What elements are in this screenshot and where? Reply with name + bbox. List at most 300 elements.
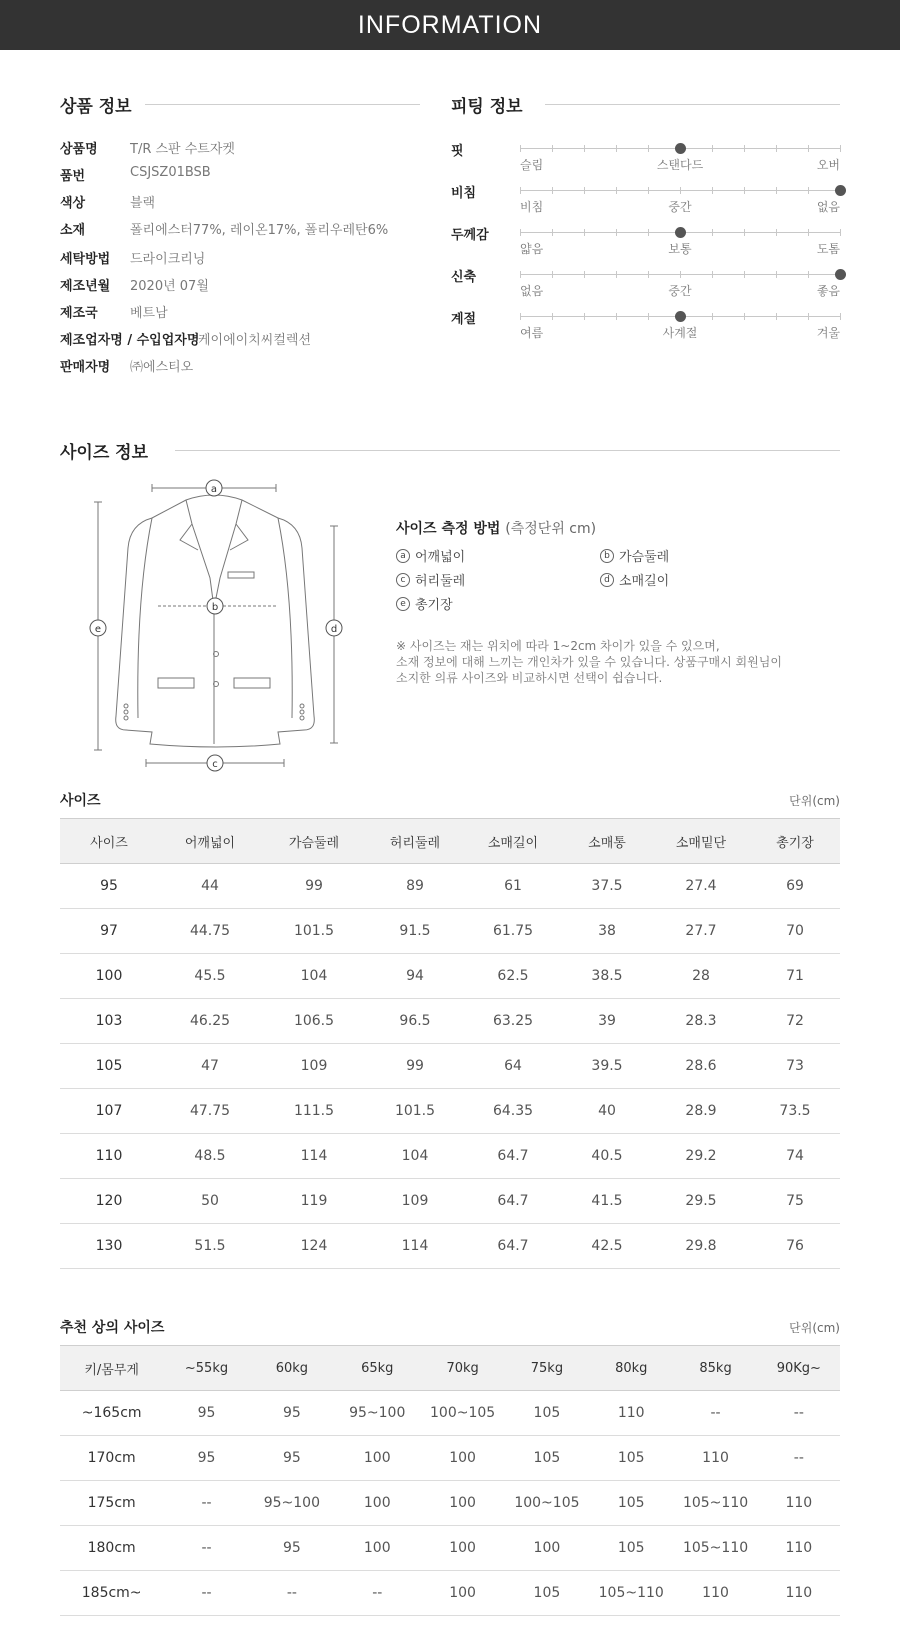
recommend-table-cell: 110 [673, 1436, 757, 1481]
fitting-scale-tick [520, 313, 521, 320]
fitting-label: 비침 [451, 186, 477, 201]
size-table-cell: 96.5 [366, 999, 464, 1044]
product-info-value: 케이에이치씨컬렉션 [198, 333, 312, 348]
size-table-cell: 119 [262, 1179, 366, 1224]
fitting-scale-tick [520, 229, 521, 236]
size-table-cell: 76 [750, 1224, 840, 1269]
legend-c-label: 허리둘레 [415, 574, 466, 589]
legend-item-c [396, 570, 465, 589]
size-table-cell: 109 [262, 1044, 366, 1089]
recommend-table-cell: 100 [420, 1481, 504, 1526]
fitting-option-right: 없음 [816, 200, 840, 214]
size-table-cell: 28.6 [652, 1044, 750, 1089]
fitting-scale-tick [776, 145, 777, 152]
size-table-cell: 38 [562, 909, 652, 954]
size-note-line: 소재 정보에 대해 느끼는 개인차가 있을 수 있습니다. 상품구매시 회원님이 [396, 655, 782, 669]
recommend-table-cell: 100 [420, 1526, 504, 1571]
fitting-scale-tick [552, 145, 553, 152]
legend-e-mark: e [396, 597, 410, 611]
product-info-value: 드라이크리닝 [130, 252, 206, 267]
size-table-cell: 109 [366, 1179, 464, 1224]
size-table-cell: 64.7 [464, 1134, 562, 1179]
fitting-option-left: 여름 [520, 326, 544, 340]
fitting-option-left: 없음 [520, 284, 544, 298]
size-table-cell: 37.5 [562, 864, 652, 909]
legend-e-label: 총기장 [415, 598, 453, 613]
fitting-scale-tick [648, 313, 649, 320]
recommend-table-row [60, 1481, 840, 1526]
recommend-table-cell: 95 [163, 1436, 249, 1481]
size-table-cell: 99 [366, 1044, 464, 1089]
legend-a-mark: a [396, 549, 410, 563]
marker-c-label: c [212, 759, 218, 770]
fitting-scale-tick [840, 229, 841, 236]
recommend-table-cell: -- [758, 1436, 840, 1481]
recommend-table-cell: 100 [420, 1436, 504, 1481]
recommend-table-row [60, 1436, 840, 1481]
size-table-row [60, 1179, 840, 1224]
product-info-value: 폴리에스터77%, 레이온17%, 폴리우레탄6% [130, 223, 389, 238]
legend-d-label: 소매길이 [619, 574, 670, 589]
product-info-row [60, 329, 311, 348]
recommend-table-cell: -- [250, 1571, 334, 1616]
size-table-row [60, 864, 840, 909]
fitting-scale-tick [712, 145, 713, 152]
size-table-cell: 41.5 [562, 1179, 652, 1224]
recommend-table-cell: -- [334, 1571, 420, 1616]
size-table-cell: 104 [366, 1134, 464, 1179]
recommend-table-cell: 185cm~ [60, 1571, 163, 1616]
size-table-header-cell: 허리둘레 [366, 819, 464, 864]
legend-item-a [396, 546, 465, 565]
fitting-scale-tick [584, 271, 585, 278]
product-info-value: T/R 스판 수트자켓 [130, 142, 235, 157]
recommend-table-cell: 95 [163, 1391, 249, 1436]
product-info-row [60, 165, 211, 184]
size-table-cell: 72 [750, 999, 840, 1044]
recommend-table-title: 추천 상의 사이즈 [60, 1320, 165, 1336]
legend-item-d [600, 570, 669, 589]
recommend-table-header-cell: 80kg [589, 1346, 673, 1391]
fitting-scale-track [520, 316, 840, 317]
recommend-table-header-cell: 90Kg~ [758, 1346, 840, 1391]
recommend-table-row [60, 1526, 840, 1571]
recommend-table-cell: -- [673, 1391, 757, 1436]
size-table-cell: 28.3 [652, 999, 750, 1044]
recommend-table-row [60, 1391, 840, 1436]
size-table-cell: 103 [60, 999, 158, 1044]
product-info-label: 제조업자명 / 수입업자명 [60, 333, 200, 348]
fitting-option-left: 비침 [520, 200, 544, 214]
product-info-label: 품번 [60, 169, 86, 184]
product-info-label: 상품명 [60, 142, 98, 157]
recommend-table-header-cell: 키/몸무게 [60, 1346, 163, 1391]
size-table-cell: 29.5 [652, 1179, 750, 1224]
size-table [60, 818, 840, 1269]
jacket-outline-image [88, 478, 350, 778]
size-table-cell: 101.5 [262, 909, 366, 954]
size-table-row [60, 909, 840, 954]
fitting-option-right: 오버 [816, 158, 840, 172]
recommend-table-cell: 110 [758, 1481, 840, 1526]
legend-b-mark: b [600, 549, 614, 563]
fitting-scale-tick [648, 271, 649, 278]
fitting-info-divider [545, 104, 840, 105]
fitting-info-title: 피팅 정보 [451, 97, 523, 117]
size-table-cell: 110 [60, 1134, 158, 1179]
size-table-cell: 94 [366, 954, 464, 999]
fitting-scale-tick [584, 145, 585, 152]
fitting-scale-tick [520, 187, 521, 194]
size-table-header-cell: 총기장 [750, 819, 840, 864]
recommend-table-unit: 단위(cm) [789, 1321, 840, 1335]
fitting-level-dot [675, 143, 686, 154]
fitting-scale-tick [584, 187, 585, 194]
product-info-divider [145, 104, 420, 105]
fitting-label: 신축 [451, 270, 477, 285]
recommend-table-cell: 100~105 [420, 1391, 504, 1436]
recommend-table-cell: 105 [589, 1481, 673, 1526]
fitting-scale-tick [776, 313, 777, 320]
size-table-cell: 124 [262, 1224, 366, 1269]
product-info-row [60, 192, 155, 211]
size-table-cell: 74 [750, 1134, 840, 1179]
fitting-level-dot [835, 269, 846, 280]
size-table-cell: 71 [750, 954, 840, 999]
size-table-row [60, 1224, 840, 1269]
fitting-scale-tick [712, 313, 713, 320]
recommend-table-cell: ~165cm [60, 1391, 163, 1436]
size-table-cell: 39 [562, 999, 652, 1044]
size-table-cell: 97 [60, 909, 158, 954]
size-table-cell: 106.5 [262, 999, 366, 1044]
measure-method-title [396, 518, 596, 538]
recommend-table-cell: 175cm [60, 1481, 163, 1526]
legend-c-mark: c [396, 573, 410, 587]
recommend-table-cell: 105~110 [673, 1481, 757, 1526]
size-table-header-cell: 어깨넓이 [158, 819, 262, 864]
fitting-option-mid: 사계절 [662, 326, 698, 340]
marker-d-label: d [330, 624, 338, 635]
size-table-cell: 100 [60, 954, 158, 999]
size-table-cell: 91.5 [366, 909, 464, 954]
recommend-table-cell: 95 [250, 1391, 334, 1436]
fitting-level-dot [675, 311, 686, 322]
product-info-label: 세탁방법 [60, 252, 111, 267]
fitting-scale-tick [744, 187, 745, 194]
size-table-cell: 130 [60, 1224, 158, 1269]
fitting-scale-tick [808, 271, 809, 278]
size-table-cell: 64.7 [464, 1179, 562, 1224]
product-info-value: 블랙 [130, 196, 156, 211]
recommend-table-cell: 105~110 [589, 1571, 673, 1616]
size-table-cell: 61 [464, 864, 562, 909]
fitting-scale-tick [808, 313, 809, 320]
size-table-cell: 63.25 [464, 999, 562, 1044]
fitting-option-mid: 보통 [668, 242, 692, 256]
size-table-cell: 120 [60, 1179, 158, 1224]
fitting-scale-tick [648, 229, 649, 236]
product-info-row [60, 302, 168, 321]
fitting-scale-tick [616, 271, 617, 278]
recommend-table-header-cell: 85kg [673, 1346, 757, 1391]
size-table-cell: 99 [262, 864, 366, 909]
product-info-title: 상품 정보 [60, 97, 132, 117]
size-table-cell: 44.75 [158, 909, 262, 954]
size-table-cell: 38.5 [562, 954, 652, 999]
fitting-scale-tick [584, 229, 585, 236]
fitting-option-left: 슬림 [520, 158, 544, 172]
size-table-cell: 101.5 [366, 1089, 464, 1134]
recommend-table-cell: 105 [589, 1526, 673, 1571]
fitting-option-right: 도톰 [816, 242, 840, 256]
size-table-cell: 39.5 [562, 1044, 652, 1089]
size-table-header-cell: 소매통 [562, 819, 652, 864]
size-table-cell: 40.5 [562, 1134, 652, 1179]
size-table-cell: 64.35 [464, 1089, 562, 1134]
fitting-scale-tick [616, 229, 617, 236]
size-table-cell: 61.75 [464, 909, 562, 954]
jacket-diagram [88, 478, 350, 778]
fitting-scale-tick [616, 313, 617, 320]
product-info-row [60, 248, 205, 267]
fitting-scale-track [520, 190, 840, 191]
recommend-table [60, 1345, 840, 1616]
recommend-table-cell: 110 [758, 1526, 840, 1571]
recommend-table-header-cell: 65kg [334, 1346, 420, 1391]
size-table-cell: 42.5 [562, 1224, 652, 1269]
fitting-scale-tick [776, 271, 777, 278]
size-table-header-cell: 사이즈 [60, 819, 158, 864]
fitting-label: 핏 [451, 144, 464, 159]
size-table-header-cell: 가슴둘레 [262, 819, 366, 864]
size-table-unit: 단위(cm) [789, 794, 840, 808]
size-table-cell: 75 [750, 1179, 840, 1224]
fitting-scale-tick [744, 271, 745, 278]
recommend-table-cell: 110 [589, 1391, 673, 1436]
size-table-cell: 111.5 [262, 1089, 366, 1134]
size-info-divider [175, 450, 840, 451]
size-note-line: 소지한 의류 사이즈와 비교하시면 선택이 쉽습니다. [396, 671, 663, 685]
recommend-table-cell: 100 [505, 1526, 589, 1571]
recommend-table-cell: 170cm [60, 1436, 163, 1481]
legend-b-label: 가슴둘레 [619, 550, 670, 565]
size-table-cell: 73.5 [750, 1089, 840, 1134]
fitting-scale-track [520, 274, 840, 275]
recommend-table-cell: 100 [334, 1436, 420, 1481]
size-table-cell: 50 [158, 1179, 262, 1224]
product-info-row [60, 138, 235, 157]
fitting-scale-tick [808, 187, 809, 194]
recommend-table-cell: 105 [589, 1436, 673, 1481]
fitting-scale-tick [552, 229, 553, 236]
size-table-cell: 48.5 [158, 1134, 262, 1179]
fitting-scale-tick [552, 313, 553, 320]
product-info-value: CSJSZ01BSB [130, 165, 211, 180]
marker-a-label: a [210, 484, 218, 495]
fitting-scale-tick [712, 187, 713, 194]
size-table-cell: 51.5 [158, 1224, 262, 1269]
recommend-table-cell: 110 [673, 1571, 757, 1616]
recommend-table-cell: 105~110 [673, 1526, 757, 1571]
recommend-table-cell: 105 [505, 1436, 589, 1481]
product-info-label: 제조국 [60, 306, 98, 321]
size-table-title: 사이즈 [60, 793, 101, 809]
size-table-cell: 27.7 [652, 909, 750, 954]
header-bar [0, 0, 900, 50]
recommend-table-cell: 100~105 [505, 1481, 589, 1526]
size-table-row [60, 954, 840, 999]
fitting-scale-tick [744, 229, 745, 236]
size-table-cell: 114 [366, 1224, 464, 1269]
fitting-option-mid: 중간 [668, 284, 692, 298]
fitting-scale-tick [808, 145, 809, 152]
recommend-table-cell: -- [758, 1391, 840, 1436]
fitting-label: 두께감 [451, 228, 489, 243]
size-table-cell: 107 [60, 1089, 158, 1134]
size-table-row [60, 999, 840, 1044]
recommend-table-cell: -- [163, 1481, 249, 1526]
measure-unit: (측정단위 cm) [505, 521, 597, 537]
recommend-table-cell: 95~100 [250, 1481, 334, 1526]
fitting-scale-tick [680, 271, 681, 278]
product-info-label: 색상 [60, 196, 86, 211]
recommend-table-header-row [60, 1346, 840, 1391]
recommend-table-cell: 105 [505, 1571, 589, 1616]
size-table-cell: 95 [60, 864, 158, 909]
marker-e-label: e [94, 624, 102, 635]
recommend-table-cell: 110 [758, 1571, 840, 1616]
size-info-title: 사이즈 정보 [60, 443, 149, 463]
fitting-option-mid: 중간 [668, 200, 692, 214]
size-table-header-cell: 소매밑단 [652, 819, 750, 864]
size-table-cell: 73 [750, 1044, 840, 1089]
fitting-scale-tick [840, 145, 841, 152]
recommend-table-header-cell: 60kg [250, 1346, 334, 1391]
fitting-scale-tick [648, 145, 649, 152]
size-table-header-cell: 소매길이 [464, 819, 562, 864]
legend-a-label: 어깨넓이 [415, 550, 466, 565]
recommend-table-cell: 95~100 [334, 1391, 420, 1436]
legend-item-e [396, 594, 453, 613]
fitting-scale-tick [840, 313, 841, 320]
fitting-option-mid: 스탠다드 [656, 158, 704, 172]
fitting-scale-tick [616, 187, 617, 194]
recommend-table-header-cell: ~55kg [163, 1346, 249, 1391]
recommend-table-header-cell: 70kg [420, 1346, 504, 1391]
fitting-scale-tick [776, 229, 777, 236]
fitting-scale-tick [744, 313, 745, 320]
recommend-table-cell: 100 [334, 1481, 420, 1526]
measure-method-label: 사이즈 측정 방법 [396, 521, 501, 537]
fitting-scale-tick [808, 229, 809, 236]
recommend-table-cell: 180cm [60, 1526, 163, 1571]
product-info-value: 2020년 07월 [130, 279, 209, 294]
recommend-table-cell: 95 [250, 1526, 334, 1571]
size-table-cell: 47.75 [158, 1089, 262, 1134]
size-table-row [60, 1134, 840, 1179]
legend-d-mark: d [600, 573, 614, 587]
header-title: INFORMATION [357, 10, 543, 39]
size-table-cell: 70 [750, 909, 840, 954]
marker-b-label: b [211, 602, 219, 613]
size-table-cell: 47 [158, 1044, 262, 1089]
recommend-table-row [60, 1571, 840, 1616]
product-info-value: ㈜에스티오 [130, 360, 194, 375]
fitting-scale-track [520, 148, 840, 149]
fitting-label: 계절 [451, 312, 477, 327]
size-table-cell: 29.2 [652, 1134, 750, 1179]
size-table-cell: 62.5 [464, 954, 562, 999]
fitting-scale-tick [584, 313, 585, 320]
size-table-cell: 69 [750, 864, 840, 909]
size-table-cell: 29.8 [652, 1224, 750, 1269]
recommend-table-cell: 100 [420, 1571, 504, 1616]
fitting-scale-tick [712, 271, 713, 278]
fitting-option-right: 겨울 [816, 326, 840, 340]
product-info-label: 제조년월 [60, 279, 111, 294]
product-info-value: 베트남 [130, 306, 168, 321]
size-table-cell: 104 [262, 954, 366, 999]
recommend-table-cell: 100 [334, 1526, 420, 1571]
size-table-row [60, 1089, 840, 1134]
fitting-scale-tick [776, 187, 777, 194]
size-table-cell: 45.5 [158, 954, 262, 999]
fitting-level-dot [675, 227, 686, 238]
size-table-cell: 114 [262, 1134, 366, 1179]
fitting-scale-tick [552, 187, 553, 194]
recommend-table-cell: -- [163, 1526, 249, 1571]
fitting-scale-tick [648, 187, 649, 194]
size-table-cell: 44 [158, 864, 262, 909]
size-table-header-row [60, 819, 840, 864]
product-info-row [60, 219, 388, 238]
size-table-cell: 64 [464, 1044, 562, 1089]
size-table-cell: 28 [652, 954, 750, 999]
size-table-cell: 40 [562, 1089, 652, 1134]
recommend-table-header-cell: 75kg [505, 1346, 589, 1391]
size-table-row [60, 1044, 840, 1089]
fitting-scale-tick [712, 229, 713, 236]
size-note [396, 638, 782, 686]
fitting-scale-track [520, 232, 840, 233]
size-table-cell: 64.7 [464, 1224, 562, 1269]
fitting-scale-tick [520, 271, 521, 278]
product-info-label: 소재 [60, 223, 86, 238]
product-info-row [60, 275, 209, 294]
size-table-cell: 27.4 [652, 864, 750, 909]
fitting-level-dot [835, 185, 846, 196]
size-table-cell: 28.9 [652, 1089, 750, 1134]
recommend-table-cell: 105 [505, 1391, 589, 1436]
size-table-cell: 46.25 [158, 999, 262, 1044]
fitting-scale-tick [680, 187, 681, 194]
legend-item-b [600, 546, 669, 565]
fitting-option-left: 얇음 [520, 242, 544, 256]
size-table-cell: 105 [60, 1044, 158, 1089]
size-table-cell: 89 [366, 864, 464, 909]
recommend-table-cell: -- [163, 1571, 249, 1616]
product-info-label: 판매자명 [60, 360, 111, 375]
fitting-scale-tick [744, 145, 745, 152]
size-note-line: ※ 사이즈는 재는 위치에 따라 1~2cm 차이가 있을 수 있으며, [396, 639, 720, 653]
fitting-scale-tick [552, 271, 553, 278]
fitting-option-right: 좋음 [816, 284, 840, 298]
fitting-scale-tick [616, 145, 617, 152]
product-info-row [60, 356, 193, 375]
recommend-table-cell: 95 [250, 1436, 334, 1481]
fitting-scale-tick [520, 145, 521, 152]
